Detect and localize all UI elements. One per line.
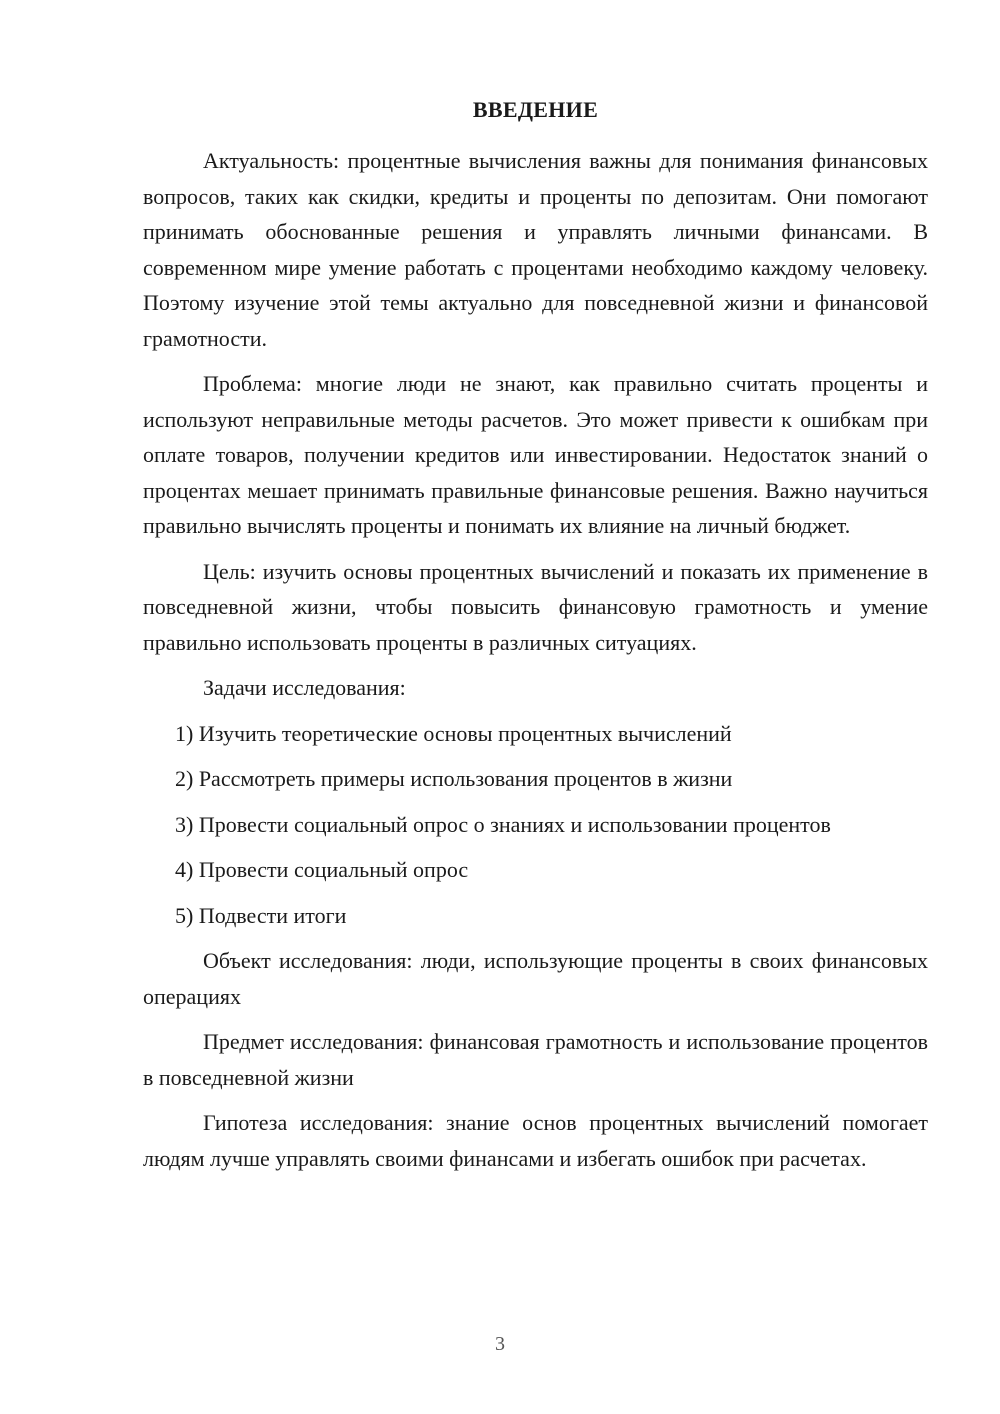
task-item: 1) Изучить теоретические основы процентных вычислений: [175, 720, 732, 746]
paragraph-subject: Предмет исследования: финансовая грамотность и использование процентов в повседневной жизни: [143, 1029, 928, 1090]
task-item: 5) Подвести итоги: [175, 902, 347, 928]
task-item: 3) Провести социальный опрос о знаниях и использовании процентов: [175, 811, 831, 837]
paragraph-relevance: Актуальность: процентные вычисления важны для понимания финансовых вопросов, таких как скидки, кредиты и проценты по депозитам. Они помогают принимать обоснованные решения и управлять личными финансами. В современном мире умение работать с процентами необходимо каждому человеку. Поэтому изучение этой темы актуально для повседневной жизни и финансовой грамотности.: [143, 148, 928, 351]
document-page: [143, 95, 928, 1186]
paragraph-hypothesis: Гипотеза исследования: знание основ процентных вычислений помогает людям лучше управлять своими финансами и избегать ошибок при расчетах.: [143, 1110, 928, 1171]
task-item: 2) Рассмотреть примеры использования процентов в жизни: [175, 766, 733, 791]
tasks-heading: Задачи исследования:: [203, 675, 406, 700]
paragraph-problem: Проблема: многие люди не знают, как правильно считать проценты и используют неправильные методы расчетов. Это может привести к ошибкам при оплате товаров, получении кредитов или инвестировании. Недостаток знаний о процентах мешает принимать правильные финансовые решения. Важно научиться правильно вычислять проценты и понимать их влияние на личный бюджет.: [143, 371, 928, 538]
paragraph-object: Объект исследования: люди, использующие проценты в своих финансовых операциях: [143, 948, 928, 1009]
page-title: ВВЕДЕНИЕ: [472, 97, 599, 122]
task-list: [143, 716, 928, 934]
task-item: 4) Провести социальный опрос: [175, 857, 469, 882]
page-number: 3: [495, 1333, 505, 1355]
paragraph-goal: Цель: изучить основы процентных вычислений и показать их применение в повседневной жизни, чтобы повысить финансовую грамотность и умение правильно использовать проценты в различных ситуациях.: [143, 558, 928, 655]
